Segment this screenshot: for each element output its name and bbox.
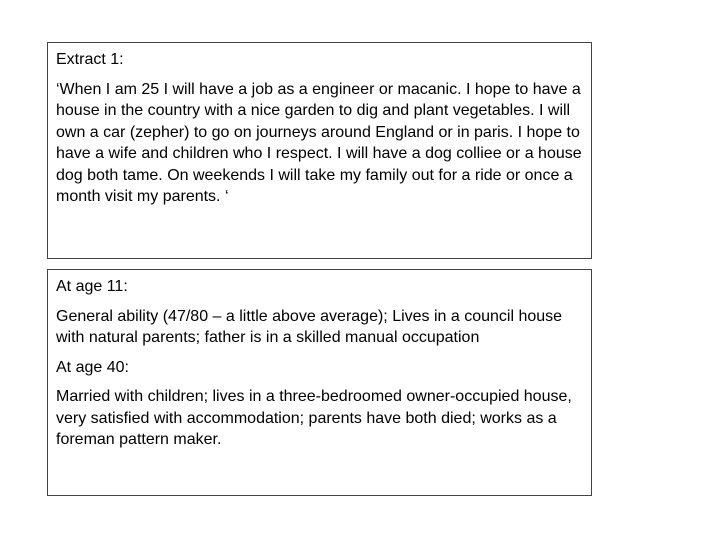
- extract-box: [47, 42, 592, 259]
- extract-heading: Extract 1:: [56, 51, 124, 68]
- age11-text: General ability (47/80 – a little above average); Lives in a council house with natural parents; father is in a skilled manual occupation: [56, 307, 563, 346]
- age40-heading: At age 40:: [56, 358, 129, 376]
- age40-text: Married with children; lives in a three-bedroomed owner-occupied house, very satisfied with accommodation; parents have both died; works as a foreman pattern maker.: [56, 388, 572, 448]
- extract-quote: ‘When I am 25 I will have a job as a engineer or macanic. I hope to have a house in the country with a nice garden to dig and plant vegetables. I will own a car (zepher) to go on journeys around England or in paris. I hope to have a wife and children who I respect. I will have a dog colliee or a house dog both tame. On weekends I will take my family out for a ride or once a month visit my parents. ‘: [56, 80, 582, 205]
- profile-box: [47, 269, 592, 496]
- age11-heading: At age 11:: [56, 278, 128, 295]
